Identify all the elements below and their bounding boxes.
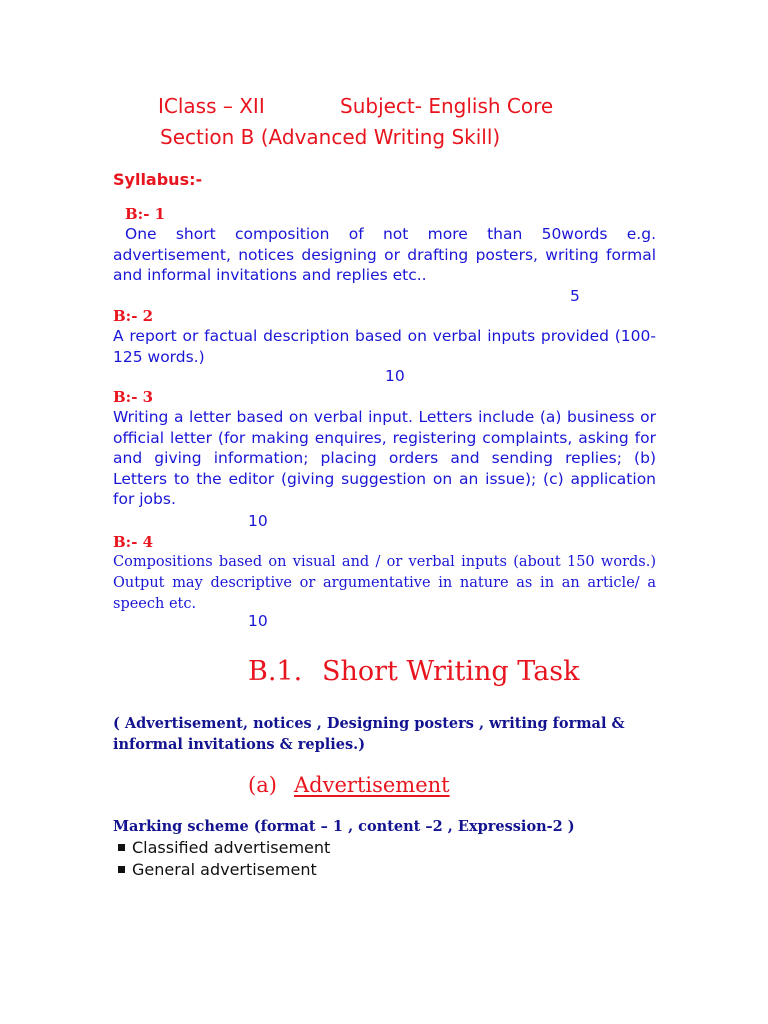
item-label: B:- 3 [113, 388, 154, 406]
item-marks: 10 [385, 367, 405, 385]
item-label: B:- 2 [113, 307, 154, 325]
section-description: ( Advertisement, notices , Designing posters , writing formal & informal invitations & replies.) [113, 715, 625, 753]
list-item: General advertisement [118, 860, 317, 879]
item-marks: 5 [570, 287, 580, 305]
bullet-icon [118, 844, 125, 851]
section-number: B.1. [248, 656, 303, 687]
section-label: Section B (Advanced Writing Skill) [160, 125, 501, 149]
list-item: Classified advertisement [118, 838, 330, 857]
item-text: A report or factual description based on verbal inputs provided (100-125 words.) [113, 327, 656, 366]
subsection-title: Advertisement [294, 773, 450, 797]
marking-scheme: Marking scheme (format – 1 , content –2 , Expression-2 ) [113, 818, 575, 835]
subsection-letter: (a) [248, 773, 277, 797]
syllabus-heading: Syllabus:- [113, 170, 203, 189]
subject-label: Subject- English Core [340, 94, 554, 118]
item-marks: 10 [248, 612, 268, 630]
item-label: B:- 4 [113, 533, 154, 551]
item-marks: 10 [248, 512, 268, 530]
item-text: Writing a letter based on verbal input. Letters include (a) business or official letter (for making enquires, registering complaints, asking for and giving information; placing orders and sending replies; (b) Letters to the editor (giving suggestion on an issue); (c) application for jobs. [113, 408, 656, 508]
bullet-icon [118, 866, 125, 873]
item-text: Compositions based on visual and / or verbal inputs (about 150 words.) Output may descriptive or argumentative in nature as in an article/ a speech etc. [113, 554, 656, 612]
class-label: IClass – XII [158, 94, 265, 118]
item-text: One short composition of not more than 50words e.g. advertisement, notices designing or drafting posters, writing formal and informal invitations and replies etc.. [113, 225, 656, 284]
section-title: Short Writing Task [322, 656, 580, 687]
item-label: B:- 1 [125, 205, 166, 223]
